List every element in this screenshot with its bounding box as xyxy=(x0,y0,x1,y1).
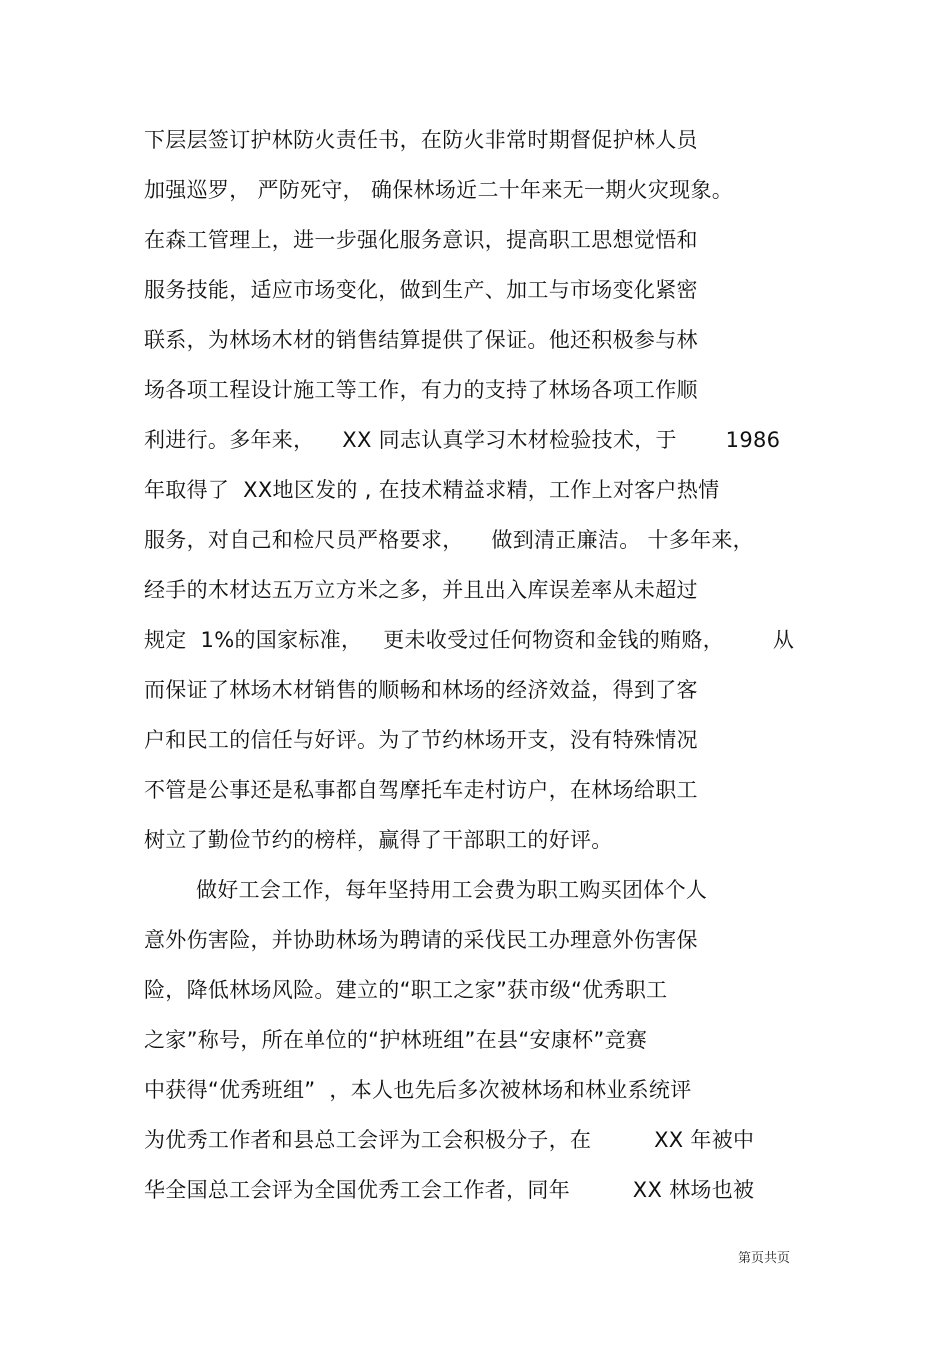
page-footer: 第页共页 xyxy=(738,1251,791,1266)
text-line: 经手的木材达五万立方米之多，并且出入库误差率从未超过 xyxy=(144,578,698,602)
text-line: 华全国总工会评为全国优秀工会工作者，同年 XX 林场也被 xyxy=(144,1178,755,1202)
text-line: 利进行。多年来， XX 同志认真学习木材检验技术，于 1986 xyxy=(144,428,781,452)
text-line: 不管是公事还是私事都自驾摩托车走村访户，在林场给职工 xyxy=(144,778,698,802)
text-line: 为优秀工作者和县总工会评为工会积极分子，在 XX 年被中 xyxy=(144,1128,755,1152)
text-line: 服务，对自己和检尺员严格要求， 做到清正廉洁。 十多年来， xyxy=(144,528,754,552)
text-line: 险，降低林场风险。建立的“职工之家”获市级“优秀职工 xyxy=(144,978,668,1002)
text-line: 中获得“优秀班组” ，本人也先后多次被林场和林业系统评 xyxy=(144,1078,692,1102)
text-line: 在森工管理上，进一步强化服务意识，提高职工思想觉悟和 xyxy=(144,228,698,252)
text-line: 户和民工的信任与好评。为了节约林场开支，没有特殊情况 xyxy=(144,728,698,752)
text-line: 加强巡罗， 严防死守， 确保林场近二十年来无一期火灾现象。 xyxy=(144,178,734,202)
text-line: 树立了勤俭节约的榜样，赢得了干部职工的好评。 xyxy=(144,828,613,852)
text-line: 年取得了 XX地区发的 , 在技术精益求精，工作上对客户热情 xyxy=(144,478,720,502)
text-line: 意外伤害险，并协助林场为聘请的采伐民工办理意外伤害保 xyxy=(144,928,698,952)
text-line: 下层层签订护林防火责任书，在防火非常时期督促护林人员 xyxy=(144,128,698,152)
text-line: 之家”称号，所在单位的“护林班组”在县“安康杯”竞赛 xyxy=(144,1028,648,1052)
text-line: 场各项工程设计施工等工作，有力的支持了林场各项工作顺 xyxy=(144,378,698,402)
text-line: 联系，为林场木材的销售结算提供了保证。他还积极参与林 xyxy=(144,328,698,352)
text-line: 服务技能，适应市场变化，做到生产、加工与市场变化紧密 xyxy=(144,278,698,302)
text-line: 规定 1%的国家标准， 更未收受过任何物资和金钱的贿赂， 从 xyxy=(144,628,795,652)
text-line: 而保证了林场木材销售的顺畅和林场的经济效益，得到了客 xyxy=(144,678,698,702)
paragraph-first-line: 做好工会工作，每年坚持用工会费为职工购买团体个人 xyxy=(196,878,708,902)
